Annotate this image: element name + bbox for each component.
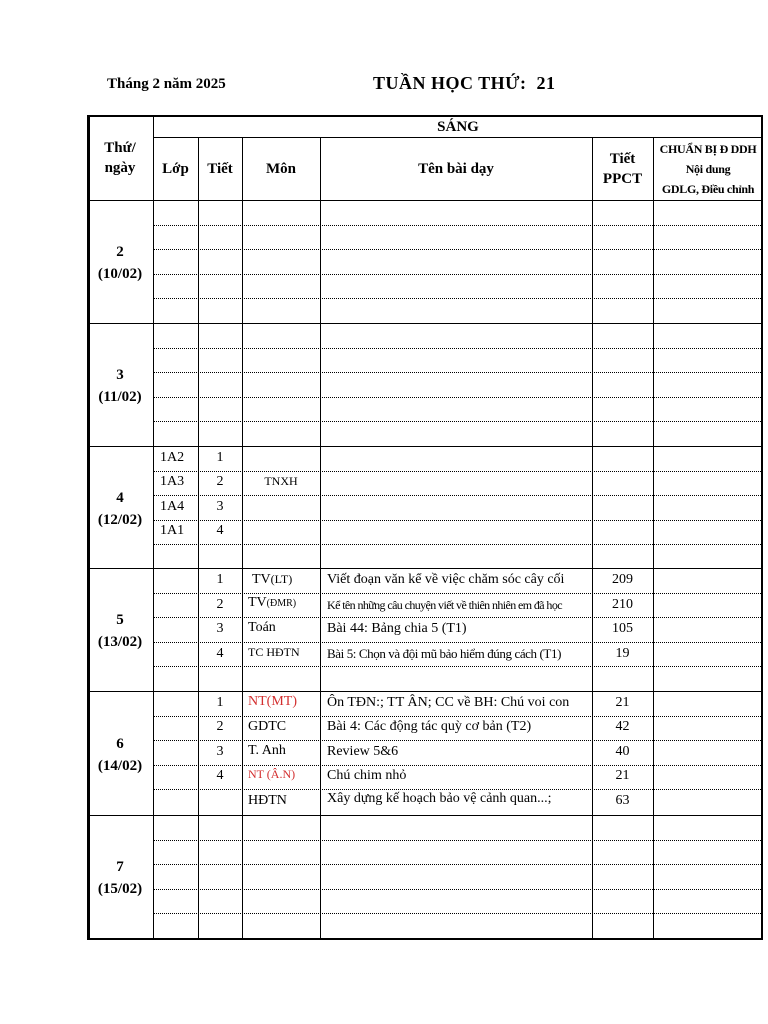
period-cell: 1 xyxy=(216,450,224,465)
session-header: SÁNG xyxy=(437,119,479,135)
period-cell: 3 xyxy=(216,621,224,636)
row-divider xyxy=(153,397,763,398)
row-divider xyxy=(153,840,763,841)
row-divider xyxy=(153,495,763,496)
period-cell: 2 xyxy=(216,474,224,489)
lesson-cell: Viết đoạn văn kể về việc chăm sóc cây cối xyxy=(327,572,565,587)
class-column-header: Lớp xyxy=(162,161,189,177)
subject-cell: TV(LT) xyxy=(252,572,293,587)
row-divider xyxy=(153,274,763,275)
row-divider xyxy=(153,249,763,250)
period-cell: 4 xyxy=(216,523,224,538)
table-frame xyxy=(87,115,763,940)
row-divider xyxy=(153,889,763,890)
row-divider xyxy=(153,765,763,766)
subject-cell: NT(MT) xyxy=(248,694,297,709)
subject-cell: TV(ĐMR) xyxy=(248,595,297,610)
row-divider xyxy=(153,666,763,667)
ppct-cell: 40 xyxy=(615,744,630,759)
lesson-cell: Review 5&6 xyxy=(327,744,399,759)
period-cell: 4 xyxy=(216,768,224,783)
prep-column-header xyxy=(653,139,763,199)
day-header-line1: Thứ/ xyxy=(104,140,136,156)
subject-cell: TC HĐTN xyxy=(248,645,300,659)
lesson-cell: Bài 44: Bảng chia 5 (T1) xyxy=(327,621,467,636)
ppct-cell: 42 xyxy=(615,719,630,734)
day-separator xyxy=(87,323,763,324)
ppct-cell: 21 xyxy=(615,695,630,710)
period-cell: 1 xyxy=(216,695,224,710)
row-divider xyxy=(153,913,763,914)
row-divider xyxy=(153,740,763,741)
period-cell: 2 xyxy=(216,597,224,612)
day-header-line2: ngày xyxy=(104,160,136,176)
ppct-header-line2: PPCT xyxy=(602,171,643,187)
row-divider xyxy=(153,864,763,865)
day-separator xyxy=(87,815,763,816)
ppct-header-line1: Tiết xyxy=(609,151,636,167)
row-divider xyxy=(153,298,763,299)
day-label: 5 (13/02) xyxy=(97,612,143,650)
prep-header-line3: GDLG, Điều chỉnh xyxy=(661,182,755,196)
lesson-column-header: Tên bài dạy xyxy=(418,161,494,177)
ppct-cell: 210 xyxy=(612,597,633,612)
ppct-column-header xyxy=(592,149,653,189)
lesson-cell: Xây dựng kế hoạch bảo vệ cảnh quan...; xyxy=(327,791,552,806)
lesson-cell: Bài 5: Chọn và đội mũ bảo hiểm đúng cách (T1) xyxy=(327,646,562,661)
subject-cell: T. Anh xyxy=(248,743,286,758)
subject-cell: NT (Â.N) xyxy=(248,767,296,781)
day-separator xyxy=(87,446,763,447)
week-title xyxy=(373,73,556,94)
column-divider xyxy=(592,137,593,940)
row-divider xyxy=(153,421,763,422)
lesson-cell: Bài 4: Các động tác quỳ cơ bản (T2) xyxy=(327,719,532,734)
day-column-header xyxy=(87,138,153,178)
day-label: 3 (11/02) xyxy=(98,367,142,405)
week-number: 21 xyxy=(536,73,556,93)
class-cell: 1A4 xyxy=(160,499,185,514)
period-cell: 3 xyxy=(216,744,224,759)
week-label: TUẦN HỌC THỨ: xyxy=(373,73,527,93)
row-divider xyxy=(153,372,763,373)
column-divider xyxy=(153,115,154,940)
subject-column-header: Môn xyxy=(266,161,296,177)
day-label: 6 (14/02) xyxy=(97,736,143,774)
lesson-cell: Kể tên những câu chuyện viết về thiên nhiên em đã học xyxy=(327,598,562,612)
column-divider xyxy=(242,137,243,940)
subject-cell: GDTC xyxy=(248,719,287,734)
prep-header-line1: CHUẨN BỊ Đ DDH xyxy=(659,142,757,156)
class-cell: 1A2 xyxy=(160,450,185,465)
day-label: 7 (15/02) xyxy=(97,859,143,897)
class-cell: 1A3 xyxy=(160,474,185,489)
column-divider xyxy=(320,137,321,940)
header-bottom-rule xyxy=(87,200,763,201)
subject-cell: TNXH xyxy=(264,474,298,488)
ppct-cell: 19 xyxy=(615,646,630,661)
period-cell: 4 xyxy=(216,646,224,661)
session-header-rule xyxy=(153,137,763,138)
period-cell: 1 xyxy=(216,572,224,587)
row-divider xyxy=(153,520,763,521)
subject-cell: HĐTN xyxy=(248,793,287,808)
period-column-header: Tiết xyxy=(207,161,233,177)
day-label: 2 (10/02) xyxy=(97,244,143,282)
ppct-cell: 21 xyxy=(615,768,630,783)
lesson-cell: Ôn TĐN:; TT ÂN; CC về BH: Chú voi con xyxy=(327,695,570,710)
class-cell: 1A1 xyxy=(160,523,185,538)
row-divider xyxy=(153,544,763,545)
row-divider xyxy=(153,225,763,226)
column-divider xyxy=(653,137,654,940)
period-cell: 3 xyxy=(216,499,224,514)
subject-cell: Toán xyxy=(248,620,276,635)
ppct-cell: 63 xyxy=(615,793,630,808)
prep-header-line2: Nội dung xyxy=(685,162,731,176)
month-label: Tháng 2 năm 2025 xyxy=(107,76,226,92)
ppct-cell: 105 xyxy=(612,621,633,636)
ppct-cell: 209 xyxy=(612,572,633,587)
row-divider xyxy=(153,348,763,349)
lesson-cell: Chú chim nhỏ xyxy=(327,768,407,783)
period-cell: 2 xyxy=(216,719,224,734)
day-label: 4 (12/02) xyxy=(97,490,143,528)
